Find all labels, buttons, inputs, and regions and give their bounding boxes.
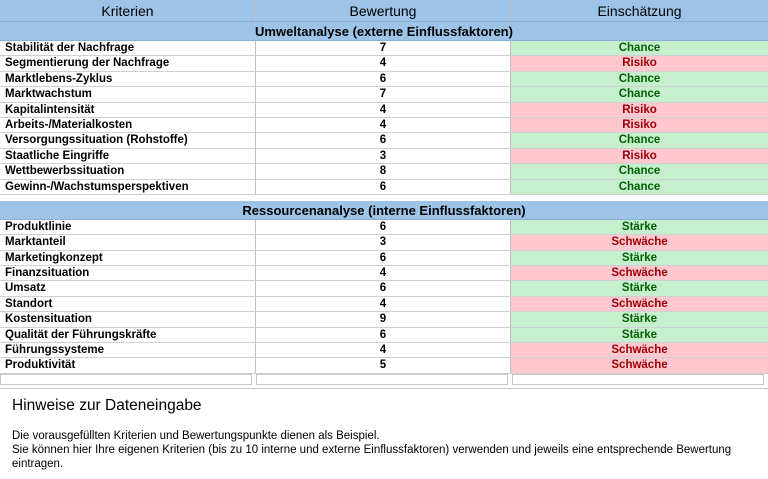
assessment-cell[interactable]: Stärke — [511, 328, 768, 343]
score-cell[interactable]: 4 — [256, 343, 511, 358]
assessment-cell[interactable]: Stärke — [511, 312, 768, 327]
empty-cell[interactable] — [0, 374, 252, 385]
score-cell[interactable]: 4 — [256, 56, 511, 71]
criterion-cell[interactable]: Standort — [0, 297, 256, 312]
table-row — [0, 328, 768, 343]
assessment-cell[interactable]: Schwäche — [511, 297, 768, 312]
assessment-cell[interactable]: Stärke — [511, 281, 768, 296]
assessment-cell[interactable]: Schwäche — [511, 358, 768, 373]
criterion-cell[interactable]: Marktlebens-Zyklus — [0, 72, 256, 87]
header-criteria[interactable]: Kriterien — [0, 0, 256, 22]
score-cell[interactable]: 6 — [256, 180, 511, 195]
table-row — [0, 56, 768, 71]
table-row — [0, 149, 768, 164]
score-cell[interactable]: 6 — [256, 328, 511, 343]
criterion-cell[interactable]: Marketingkonzept — [0, 251, 256, 266]
table-row — [0, 180, 768, 195]
score-cell[interactable]: 6 — [256, 72, 511, 87]
criterion-cell[interactable]: Finanzsituation — [0, 266, 256, 281]
assessment-cell[interactable]: Schwäche — [511, 266, 768, 281]
criterion-cell[interactable]: Produktlinie — [0, 220, 256, 235]
assessment-cell[interactable]: Chance — [511, 87, 768, 102]
criterion-cell[interactable]: Stabilität der Nachfrage — [0, 41, 256, 56]
notes-line-1: Die vorausgefüllten Kriterien und Bewertungspunkte dienen als Beispiel. — [12, 430, 380, 442]
table-row — [0, 164, 768, 179]
table-row — [0, 103, 768, 118]
table-row — [0, 133, 768, 148]
criterion-cell[interactable]: Wettbewerbssituation — [0, 164, 256, 179]
criterion-cell[interactable]: Kostensituation — [0, 312, 256, 327]
header-assessment[interactable]: Einschätzung — [511, 0, 768, 22]
table-row — [0, 266, 768, 281]
section-title[interactable]: Ressourcenanalyse (interne Einflussfaktoren) — [0, 201, 768, 220]
table-row — [0, 312, 768, 327]
assessment-cell[interactable]: Chance — [511, 133, 768, 148]
table-row — [0, 72, 768, 87]
assessment-cell[interactable]: Risiko — [511, 149, 768, 164]
criterion-cell[interactable]: Marktanteil — [0, 235, 256, 250]
table-row — [0, 235, 768, 250]
table-row — [0, 343, 768, 358]
table-row — [0, 281, 768, 296]
criterion-cell[interactable]: Marktwachstum — [0, 87, 256, 102]
header-row — [0, 0, 768, 22]
assessment-cell[interactable]: Schwäche — [511, 235, 768, 250]
criterion-cell[interactable]: Arbeits-/Materialkosten — [0, 118, 256, 133]
score-cell[interactable]: 3 — [256, 235, 511, 250]
score-cell[interactable]: 3 — [256, 149, 511, 164]
score-cell[interactable]: 5 — [256, 358, 511, 373]
criterion-cell[interactable]: Umsatz — [0, 281, 256, 296]
criterion-cell[interactable]: Versorgungssituation (Rohstoffe) — [0, 133, 256, 148]
empty-cell[interactable] — [512, 374, 764, 385]
assessment-cell[interactable]: Chance — [511, 72, 768, 87]
criterion-cell[interactable]: Segmentierung der Nachfrage — [0, 56, 256, 71]
table-row — [0, 118, 768, 133]
criterion-cell[interactable]: Führungssysteme — [0, 343, 256, 358]
assessment-cell[interactable]: Stärke — [511, 220, 768, 235]
score-cell[interactable]: 9 — [256, 312, 511, 327]
criterion-cell[interactable]: Kapitalintensität — [0, 103, 256, 118]
table-row — [0, 297, 768, 312]
score-cell[interactable]: 4 — [256, 103, 511, 118]
empty-cell[interactable] — [256, 374, 508, 385]
notes-box — [0, 388, 768, 479]
score-cell[interactable]: 6 — [256, 251, 511, 266]
score-cell[interactable]: 4 — [256, 297, 511, 312]
assessment-cell[interactable]: Chance — [511, 41, 768, 56]
assessment-cell[interactable]: Risiko — [511, 118, 768, 133]
assessment-cell[interactable]: Risiko — [511, 56, 768, 71]
score-cell[interactable]: 7 — [256, 41, 511, 56]
sections-container — [0, 22, 768, 374]
assessment-cell[interactable]: Chance — [511, 180, 768, 195]
table-row — [0, 251, 768, 266]
score-cell[interactable]: 7 — [256, 87, 511, 102]
assessment-cell[interactable]: Risiko — [511, 103, 768, 118]
score-cell[interactable]: 6 — [256, 281, 511, 296]
criterion-cell[interactable]: Staatliche Eingriffe — [0, 149, 256, 164]
section-title[interactable]: Umweltanalyse (externe Einflussfaktoren) — [0, 22, 768, 41]
criterion-cell[interactable]: Qualität der Führungskräfte — [0, 328, 256, 343]
criterion-cell[interactable]: Gewinn-/Wachstumsperspektiven — [0, 180, 256, 195]
assessment-cell[interactable]: Schwäche — [511, 343, 768, 358]
score-cell[interactable]: 6 — [256, 133, 511, 148]
notes-title: Hinweise zur Dateneingabe — [12, 397, 202, 414]
score-cell[interactable]: 4 — [256, 118, 511, 133]
header-score[interactable]: Bewertung — [256, 0, 511, 22]
score-cell[interactable]: 4 — [256, 266, 511, 281]
score-cell[interactable]: 6 — [256, 220, 511, 235]
table-row — [0, 220, 768, 235]
table-row — [0, 87, 768, 102]
empty-row — [0, 374, 768, 385]
assessment-cell[interactable]: Chance — [511, 164, 768, 179]
score-cell[interactable]: 8 — [256, 164, 511, 179]
table-row — [0, 358, 768, 373]
notes-line-2: Sie können hier Ihre eigenen Kriterien (bis zu 10 interne und externe Einflussfaktoren) verwenden und jeweils eine entsprechende Bewertung eintragen. — [12, 444, 732, 470]
table-row — [0, 41, 768, 56]
criterion-cell[interactable]: Produktivität — [0, 358, 256, 373]
assessment-cell[interactable]: Stärke — [511, 251, 768, 266]
